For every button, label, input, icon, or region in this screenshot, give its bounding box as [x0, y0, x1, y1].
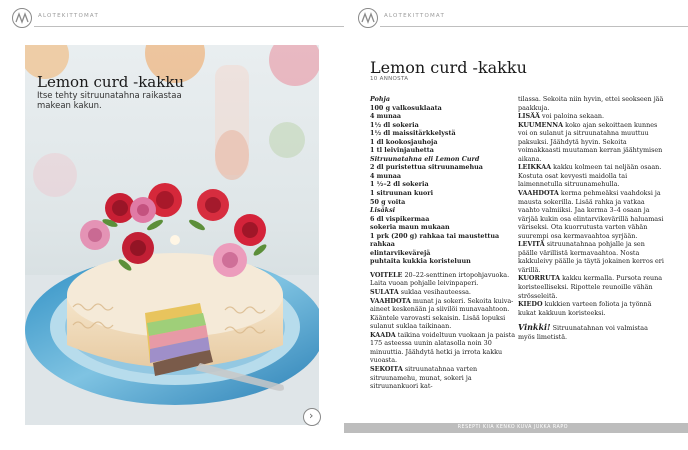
ingredient-item: 2 dl puristettua sitruunamehua [370, 163, 483, 172]
cake-photo [25, 45, 319, 425]
tip-text: Sitruunatahnan voi valmistaa myös limetistä. [518, 324, 648, 341]
step-text: suklaa vesihauteessa. [398, 288, 471, 297]
method-step [518, 95, 666, 112]
ingredient-group-heading: Pohja [370, 95, 390, 103]
step-keyword: LEVITÄ [518, 240, 545, 249]
tip [518, 323, 666, 341]
method-step [518, 240, 666, 274]
ingredient-group-heading: Lisäksi [370, 206, 396, 215]
step-keyword: KIEDO [518, 300, 543, 309]
method-step [518, 112, 666, 121]
ingredient-item: sokeria maun mukaan [370, 223, 450, 232]
step-text: kukkien varteen foliota ja työnnä kukat kakkuun koristeeksi. [518, 300, 652, 317]
step-keyword: VAAHDOTA [370, 296, 411, 305]
step-text: 20–22-senttinen irtopohjavuoka. Laita vuoan pohjalle leivinpaperi. [370, 270, 510, 288]
photo-subtitle: Itse tehty sitruunatahna raikastaa makean kakun. [37, 91, 182, 111]
ingredient-item: 6 dl vispikermaa [370, 214, 430, 223]
header-rule [380, 26, 688, 27]
right-page [344, 0, 688, 450]
method-step [370, 331, 518, 365]
method-steps-left [370, 271, 518, 391]
recipe-title: Lemon curd -kakku [370, 58, 527, 77]
next-page-button[interactable] [303, 408, 321, 426]
magazine-logo-icon [12, 8, 32, 28]
method-step [370, 271, 518, 288]
recipe-column-right [518, 95, 666, 341]
method-step [370, 297, 518, 331]
method-step [518, 274, 666, 300]
footer-bar [344, 423, 688, 433]
step-keyword: LEIKKAA [518, 163, 552, 172]
step-keyword: VAAHDOTA [518, 189, 559, 198]
step-text: sitruunatahnaa pohjalle ja sen päälle värillistä kermavaahtoa. Nosta kakkuleivy päälle ja täytä jokainen kerros eri värillä. [518, 240, 664, 274]
footer-credits: RESEPTI KIIA KENKO KUVA JUKKA RAPO [457, 425, 568, 430]
step-keyword: SULATA [370, 288, 399, 297]
ingredient-item: puhtaita kukkia koristeluun [370, 257, 471, 266]
recipe-column-left [370, 95, 518, 391]
method-step [518, 121, 666, 164]
method-step [370, 365, 518, 391]
ingredient-item: 1 dl kookosjauhoja [370, 137, 438, 146]
step-text: kerma pehmeäksi vaahdoksi ja mausta sokerilla. Lisää rahka ja vatkaa vaahto valmiiksi. Jaa kerma 3–4 osaan ja värjää kukin osa elintarvikevärillä haluamasi väriseksi. Ota kuorrutusta varten vähän suurempi osa kermavaahtoa syrjään. [518, 189, 664, 240]
chevron-right-icon: › [309, 409, 314, 422]
step-keyword: VOITELE [370, 270, 403, 279]
section-label: ALOTEKITTOMAT [38, 13, 100, 19]
step-text: tilassa. Sekoita niin hyvin, ettei seokseen jää paakkuja. [518, 95, 664, 112]
ingredient-item: 1½ dl sokeria [370, 120, 419, 129]
step-keyword: KAADA [370, 330, 396, 339]
ingredient-item: 4 munaa [370, 171, 402, 180]
ingredient-list [370, 95, 518, 266]
method-step [370, 288, 518, 297]
ingredient-item: 1 sitruunan kuori [370, 189, 434, 198]
step-text: taikina voideltuun vuokaan ja paista 175 asteessa uunin alatasolla noin 30 minuuttia. Jäähdytä hetki ja irrota kakku vuoasta. [370, 330, 516, 365]
ingredient-item: elintarvikevärejä [370, 248, 431, 257]
method-step [518, 300, 666, 317]
step-keyword: SEKOITA [370, 364, 403, 373]
method-step [518, 189, 666, 240]
ingredient-item: 1 prk (200 g) rahkaa tai maustettua rahkaa [370, 231, 500, 249]
header-rule [34, 26, 344, 27]
ingredient-item: 50 g voita [370, 197, 406, 206]
step-keyword: LISÄÄ [518, 112, 541, 121]
method-step [518, 163, 666, 189]
ingredient-item: 4 munaa [370, 112, 402, 121]
step-text: munat ja sokeri. Sekoita kuiva-aineet keskenään ja siivilöi munavaahtoon. Kääntele varovasti sekaisin. Lisää lopuksi sulanut suklaa taikinaan. [370, 296, 514, 331]
step-text: sitruunatahnaa varten sitruunamehu, munat, sokeri ja sitruunankuori kat- [370, 364, 478, 391]
step-text: koko ajan sekoittaen kunnes voi on sulanut ja sitruunatahna muuttuu paksuksi. Jäähdytä hyvin. Sekoita voimakkaasti muutaman kerran jäähtymisen aikana. [518, 120, 663, 163]
ingredient-group-heading: Sitruunatahna eli Lemon Curd [370, 154, 480, 163]
step-keyword: KUUMENNA [518, 120, 564, 129]
step-text: kakku kolmeen tai neljään osaan. Kostuta osat kevyesti maidolla tai laimennetulla sitruunamehulla. [518, 163, 662, 189]
magazine-logo-icon [358, 8, 378, 28]
step-keyword: KUORRUTA [518, 274, 561, 283]
section-label: ALOTEKITTOMAT [384, 13, 446, 19]
method-steps-right [518, 95, 666, 317]
step-text: voi paloina sekaan. [540, 112, 605, 121]
tip-label: Vinkki! [518, 322, 551, 333]
ingredient-item: 1½ dl maissitärkkelystä [370, 129, 456, 138]
ingredient-item: 100 g valkosuklaata [370, 103, 442, 112]
servings: 10 ANNOSTA [370, 76, 409, 82]
step-text: kakku kermalla. Pursota reuna koristeelliseksi. Ripottele reunoille vähän strösseleitä. [518, 274, 663, 300]
photo-title: Lemon curd -kakku [37, 73, 185, 91]
ingredient-item: 1 tl leivinjauhetta [370, 146, 434, 155]
ingredient-item: 1 ½–2 dl sokeria [370, 180, 429, 189]
